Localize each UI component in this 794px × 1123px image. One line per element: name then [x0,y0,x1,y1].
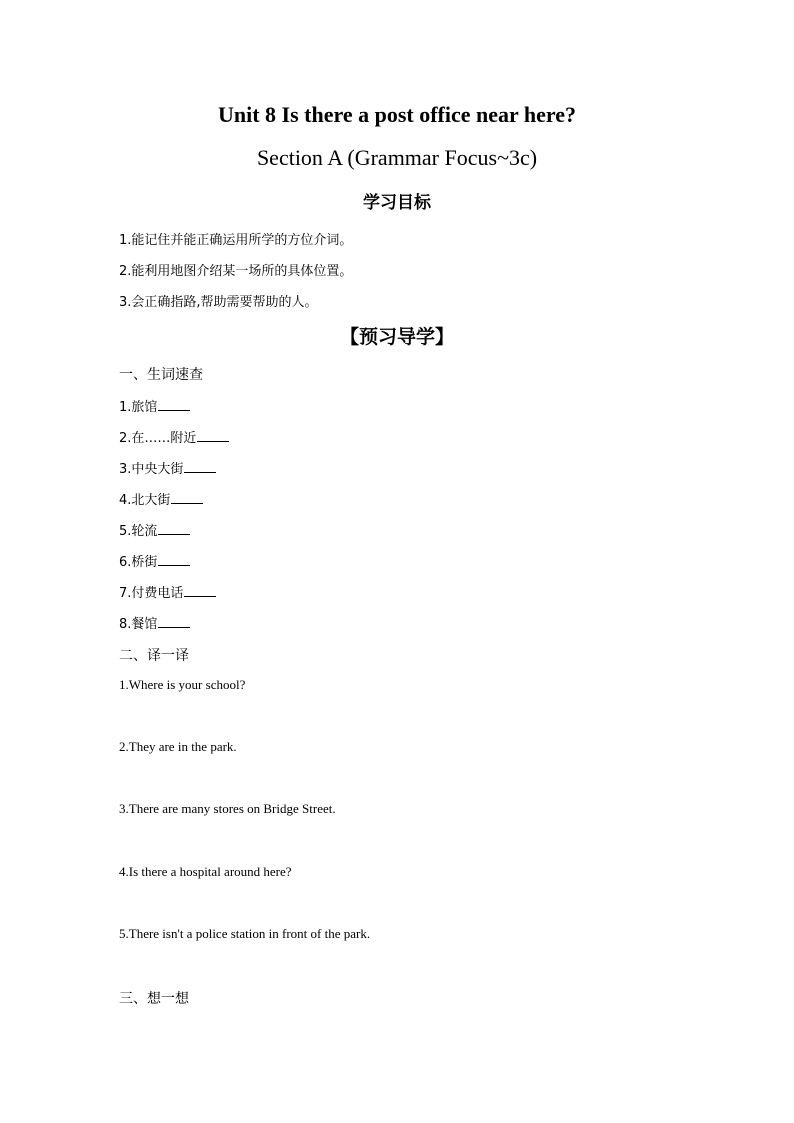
answer-blank[interactable] [158,626,190,628]
goal-item: 1.能记住并能正确运用所学的方位介词。 [119,233,353,248]
answer-blank[interactable] [184,595,216,597]
translate-item: 2.They are in the park. [119,739,237,754]
page-title: Unit 8 Is there a post office near here? [217,102,577,127]
vocab-item: 6.桥街 [119,551,190,570]
goal-item: 2.能利用地图介绍某一场所的具体位置。 [119,264,353,279]
answer-blank[interactable] [158,409,190,411]
section2-heading: 二、译一译 [119,648,189,664]
vocab-item: 2.在……附近 [119,427,229,446]
answer-blank[interactable] [158,533,190,535]
page-subtitle: Section A (Grammar Focus~3c) [256,145,538,170]
vocab-item: 4.北大街 [119,489,203,508]
answer-blank[interactable] [158,564,190,566]
answer-blank[interactable] [197,440,229,442]
answer-blank[interactable] [184,471,216,473]
section1-heading: 一、生词速查 [119,367,203,383]
translate-item: 1.Where is your school? [119,677,246,692]
vocab-item: 7.付费电话 [119,582,216,601]
goal-item: 3.会正确指路,帮助需要帮助的人。 [119,295,318,310]
vocab-item: 8.餐馆 [119,613,190,632]
translate-item: 5.There isn't a police station in front of the park. [119,926,371,941]
answer-blank[interactable] [171,502,203,504]
vocab-item: 1.旅馆 [119,396,190,415]
section3-heading: 三、想一想 [119,991,189,1007]
goals-heading: 学习目标 [363,193,431,213]
vocab-item: 5.轮流 [119,520,190,539]
translate-item: 3.There are many stores on Bridge Street. [119,801,336,816]
translate-item: 4.Is there a hospital around here? [119,864,292,879]
vocab-item: 3.中央大街 [119,458,216,477]
preview-heading: 【预习导学】 [339,326,454,348]
